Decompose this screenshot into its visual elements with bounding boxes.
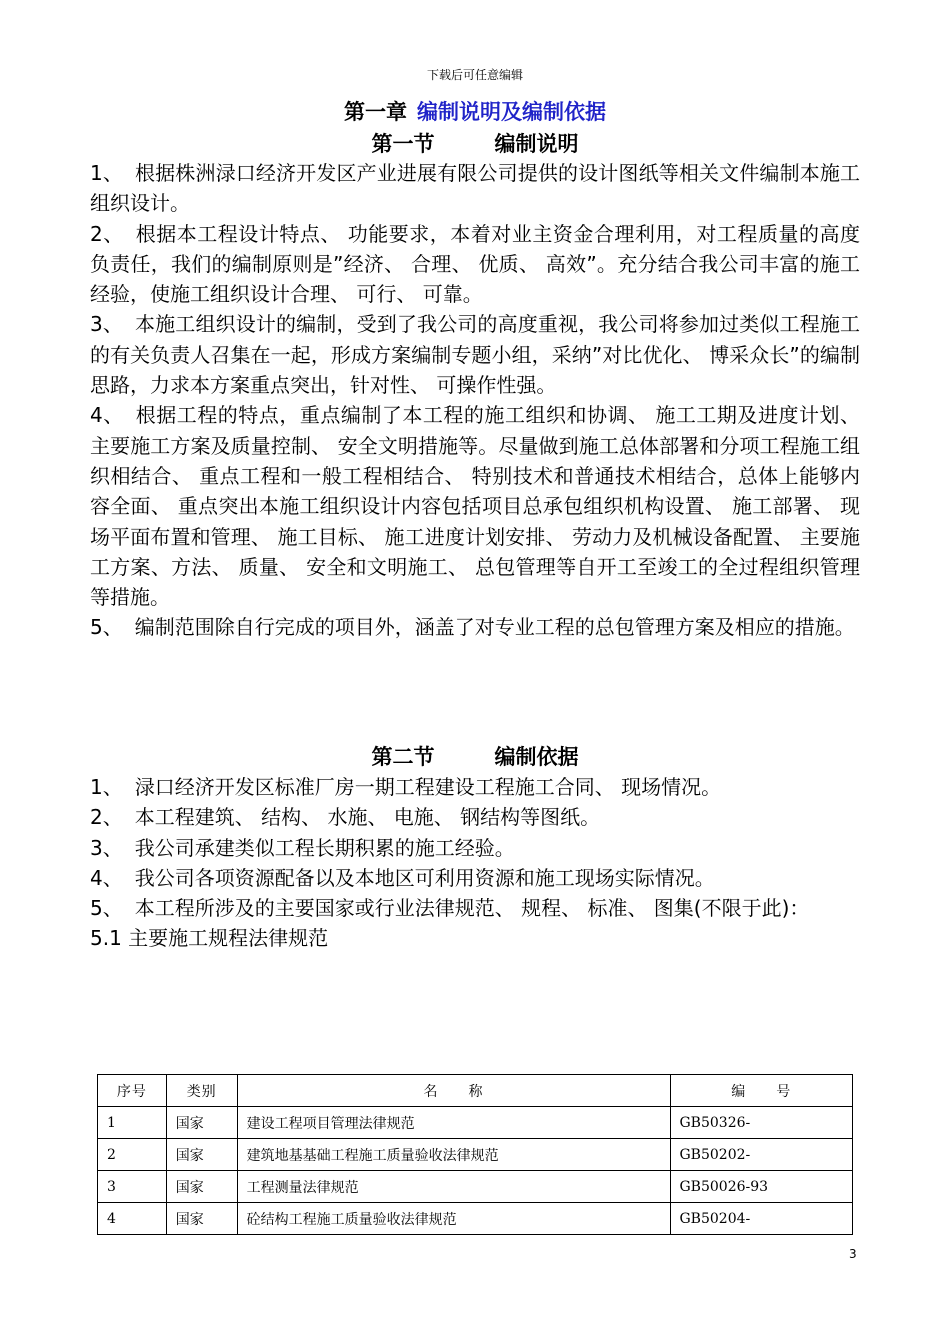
- paragraph: [90, 833, 860, 863]
- section2-body: [90, 772, 860, 954]
- table-cell: 工程测量法律规范: [237, 1171, 670, 1203]
- table-cell: 建筑地基基础工程施工质量验收法律规范: [237, 1139, 670, 1171]
- paragraph-text: 本施工组织设计的编制，受到了我公司的高度重视，我公司将参加过类似工程施工的有关负责人召集在一起，形成方案编制专题小组，采纳”对比优化、 博采众长”的编制思路，力求本方案重点突出，针对性、 可操作性强。: [90, 312, 860, 398]
- regulations-table: [97, 1074, 853, 1235]
- item-number: 3、: [90, 835, 123, 860]
- item-number: 5、: [90, 615, 123, 640]
- page-number: 3: [849, 1247, 857, 1261]
- table-cell: 砼结构工程施工质量验收法律规范: [237, 1203, 670, 1235]
- paragraph: [90, 158, 860, 219]
- paragraph-text: 我公司各项资源配备以及本地区可利用资源和施工现场实际情况。: [134, 865, 715, 890]
- table-cell: GB50202-: [670, 1139, 853, 1171]
- paragraph-text: 我公司承建类似工程长期积累的施工经验。: [134, 835, 515, 860]
- paragraph: [90, 219, 860, 310]
- section1-label: 第一节: [371, 132, 435, 156]
- table-cell: GB50326-: [670, 1107, 853, 1139]
- table-cell: 国家: [166, 1203, 237, 1235]
- paragraph: [90, 309, 860, 400]
- item-number: 2、: [90, 221, 124, 246]
- item-number: 5、: [90, 896, 123, 921]
- paragraph-text: 根据株洲渌口经济开发区产业进展有限公司提供的设计图纸等相关文件编制本施工组织设计。: [90, 161, 860, 216]
- table-row: [98, 1203, 853, 1235]
- table-row: [98, 1139, 853, 1171]
- paragraph: [90, 863, 860, 893]
- table-cell: 2: [98, 1139, 167, 1171]
- paragraph-text: 本工程建筑、 结构、 水施、 电施、 钢结构等图纸。: [134, 805, 601, 830]
- column-header: 类别: [166, 1075, 237, 1107]
- subheading: 5.1 主要施工规程法律规范: [90, 926, 329, 951]
- table-cell: 1: [98, 1107, 167, 1139]
- item-number: 4、: [90, 403, 124, 428]
- paragraph-text: 编制范围除自行完成的项目外，涵盖了对专业工程的总包管理方案及相应的措施。: [134, 615, 855, 640]
- table-cell: 国家: [166, 1171, 237, 1203]
- item-number: 4、: [90, 865, 123, 890]
- paragraph: [90, 400, 860, 612]
- table-header-row: [98, 1075, 853, 1107]
- item-number: 1、: [90, 161, 124, 185]
- table-cell: 建设工程项目管理法律规范: [237, 1107, 670, 1139]
- table-cell: GB50204-: [670, 1203, 853, 1235]
- item-number: 3、: [90, 312, 124, 337]
- paragraph-text: 本工程所涉及的主要国家或行业法律规范、 规程、 标准、 图集(不限于此)：: [134, 896, 810, 921]
- paragraph-text: 渌口经济开发区标准厂房一期工程建设工程施工合同、 现场情况。: [134, 775, 722, 799]
- paragraph: [90, 802, 860, 832]
- section2-title: 编制依据: [494, 745, 579, 769]
- section2-heading: [0, 743, 950, 771]
- item-number: 1、: [90, 775, 123, 799]
- column-header: 名 称: [237, 1075, 670, 1107]
- item-number: 2、: [90, 805, 123, 830]
- table-row: [98, 1107, 853, 1139]
- section1-title: 编制说明: [494, 132, 579, 156]
- chapter-number: 第一章: [344, 100, 407, 124]
- column-header: 序号: [98, 1075, 167, 1107]
- paragraph-text: 根据本工程设计特点、 功能要求，本着对业主资金合理利用，对工程质量的高度负责任，我们的编制原则是”经济、 合理、 优质、 高效”。充分结合我公司丰富的施工经验，使施工组织设计合理、 可行、 可靠。: [90, 221, 860, 307]
- chapter-heading: [0, 98, 950, 126]
- table-cell: 4: [98, 1203, 167, 1235]
- column-header: 编 号: [670, 1075, 853, 1107]
- table-cell: GB50026-93: [670, 1171, 853, 1203]
- section2-label: 第二节: [371, 745, 435, 769]
- paragraph: [90, 612, 860, 642]
- header-note: 下载后可任意编辑: [426, 68, 523, 82]
- section1-body: [90, 158, 860, 643]
- paragraph-text: 根据工程的特点，重点编制了本工程的施工组织和协调、 施工工期及进度计划、 主要施工方案及质量控制、 安全文明措施等。尽量做到施工总体部署和分项工程施工组织相结合、 重点工程和一般工程相结合、 特别技术和普通技术相结合，总体上能够内容全面、 重点突出本施工组织设计内容包括项目总承包组织机构设置、 施工部署、 现场平面布置和管理、 施工目标、 施工进度计划安排、 劳动力及机械设备配置、 主要施工方案、方法、 质量、 安全和文明施工、 总包管理等自开工至竣工的全过程组织管理等措施。: [90, 403, 860, 610]
- paragraph: [90, 772, 860, 802]
- chapter-title: 编制说明及编制依据: [417, 100, 606, 124]
- paragraph: [90, 893, 860, 923]
- section1-heading: [0, 130, 950, 158]
- table-cell: 3: [98, 1171, 167, 1203]
- table-cell: 国家: [166, 1139, 237, 1171]
- table-cell: 国家: [166, 1107, 237, 1139]
- table-row: [98, 1171, 853, 1203]
